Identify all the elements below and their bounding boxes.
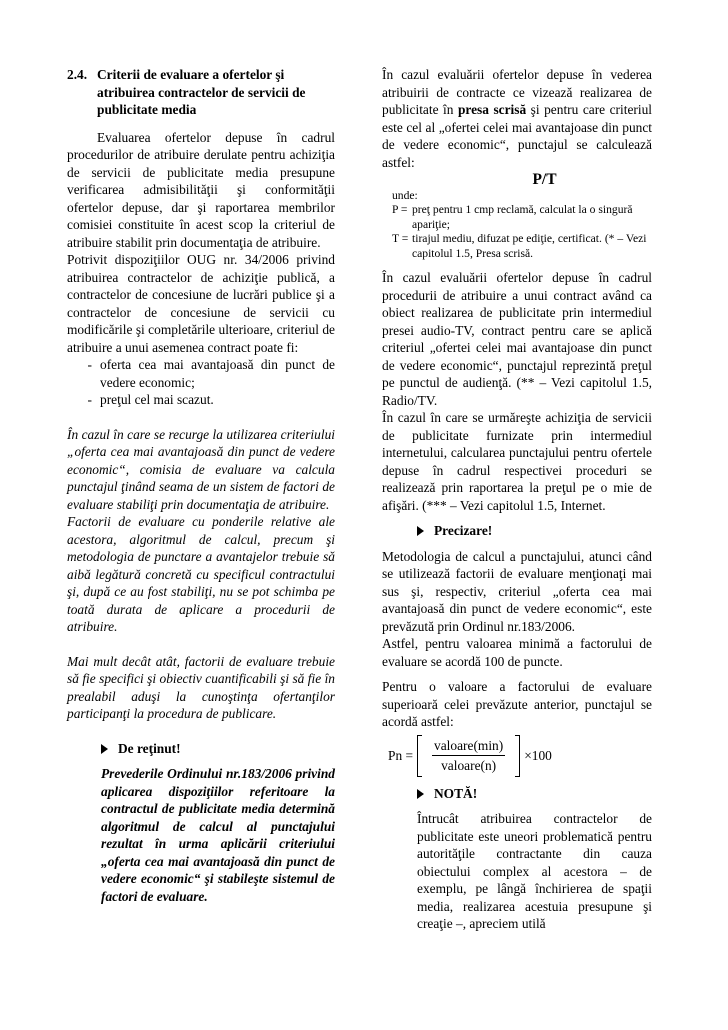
legend-key: P = [392, 203, 408, 217]
formula-lhs: Pn = [388, 748, 414, 764]
legend-p [392, 203, 652, 232]
italic-paragraph: Factorii de evaluare cu ponderile relative ale acestora, algoritmul de calcul, precum şi metodologia de punctare a avantajelor trebuie să aibă legătură concretă cu specificul contractului şi, după ce au fost stabiliţi, nu se pot schimba pe toată durata de aplicare a procedurii de atribuire. [67, 514, 335, 634]
list-item-text: oferta cea mai avantajoasă din punct de vedere economic; [100, 357, 335, 390]
text-run: şi pentru care criteriul este cel al „ofertei celei mai avantajoase din punct de vedere economic“, punctajul se calculează astfel: [382, 102, 652, 170]
left-column [67, 66, 335, 905]
section-number: 2.4. [67, 67, 88, 82]
paragraph-audio-tv: În cazul evaluării ofertelor depuse în cadrul procedurii de atribuire a unui contract având ca obiect realizarea de publicitate prin intermediul presei audio-TV, contract pentru care se aplică criteriul „ofertei celei mai avantajoase din punct de vedere economic“, punctajul reprezintă preţul pe punctul de audienţă. (** – Vezi capitolul 1.5, Radio/TV. [382, 270, 652, 408]
formula-pn [388, 735, 652, 777]
text-run: În cazul evaluării ofertelor depuse în vederea atribuirii de contracte ce vizează realizarea de publicitate în [382, 67, 652, 117]
section-title: Criterii de evaluare a ofertelor şi atribuirea contractelor de servicii de publicitate media [97, 67, 306, 117]
formula-bracket [417, 735, 520, 777]
paragraph-methodology: Metodologia de calcul a punctajului, atunci când se utilizează factorii de evaluare menţionaţi mai sus şi, respectiv, criteriul „oferta cea mai avantajoasă din punct de vedere economic“, este prevăzută prin Ordinul nr.183/2006. [382, 548, 652, 634]
italic-paragraph: În cazul în care se recurge la utilizarea criteriului „oferta cea mai avantajoasă din punct de vedere economic“, comisia de evaluare va calcula punctajul ţinând seama de un sistem de factori de evaluare stabiliţi prin documentaţia de atribuire. [67, 426, 335, 512]
nota-heading-text: NOTĂ! [434, 785, 478, 801]
legend-value: preţ pentru 1 cmp reclamă, calculat la o singură apariţie; [412, 203, 633, 231]
paragraph-superior-value: Pentru o valoare a factorului de evaluare superioară celei prevăzute anterior, punctajul se acordă astfel: [382, 679, 652, 730]
formula-numerator: valoare(min) [432, 737, 505, 757]
precizare-heading-text: Precizare! [434, 523, 493, 539]
italic-paragraph: Mai mult decât atât, factorii de evaluare trebuie să fie specifici şi obiectiv cuantificabili şi să fie în prealabil aduşi la cunoştinţa ofertanţilor participanţi la procedura de publicare. [67, 653, 335, 721]
list-item [67, 391, 335, 409]
section-heading [67, 66, 335, 119]
precizare-heading [382, 522, 652, 540]
legend-t [392, 232, 652, 261]
emphasis-print-press: presa scrisă [457, 102, 527, 117]
arrow-bullet-icon [417, 526, 424, 536]
note-heading-text: De reţinut! [118, 740, 181, 756]
nota-heading [382, 785, 652, 803]
formula-legend [382, 189, 652, 262]
paragraph-oug: Potrivit dispoziţiilor OUG nr. 34/2006 privind atribuirea contractelor de achiziţie publică, a contractelor de concesiune de lucrări publice şi a contractelor de concesiune de servicii cu modificările şi completările ulterioare, criteriul de atribuire a unui asemenea contract poate fi: [67, 252, 335, 355]
legend-where: unde: [392, 188, 418, 202]
formula-fraction [422, 735, 515, 777]
paragraph-internet: În cazul în care se urmăreşte achiziţia de servicii de publicitate furnizate prin intermediul internetului, calcularea punctajului pentru ofertele depuse în cadrul respectivei proceduri se realizează prin raportarea la preţul pe o mie de afişări. (*** – Vezi capitolul 1.5, Internet. [382, 410, 652, 513]
paragraph-min-value: Astfel, pentru valoarea minimă a factorului de evaluare se acordă 100 de puncte. [382, 636, 652, 669]
legend-key: T = [392, 232, 409, 246]
formula-multiplier: ×100 [524, 748, 552, 764]
paragraph-evaluation: Evaluarea ofertelor depuse în cadrul procedurilor de atribuire derulate pentru achiziţia de servicii de publicitate media presupune verificarea admisibilităţii şi conformităţii ofertelor depuse, dar şi raportarea membrilor comisiei constituite în acest scop la criteriul de atribuire stabilit prin documentaţia de atribuire. [67, 129, 335, 250]
nota-body: Întrucât atribuirea contractelor de publicitate este uneori problematică pentru autorităţile contractante din cauza obiectului complex al acestora – de exemplu, pe lângă închirierea de spaţii media, realizarea acestuia presupune şi creaţie –, apreciem utilă [417, 811, 652, 932]
list-dash: - [87, 357, 92, 372]
note-heading [67, 740, 335, 758]
list-item [67, 356, 335, 391]
formula-p-over-t: P/T [532, 171, 557, 188]
arrow-bullet-icon [101, 744, 108, 754]
list-dash: - [87, 392, 92, 407]
formula-denominator: valoare(n) [441, 758, 497, 774]
arrow-bullet-icon [417, 789, 424, 799]
criteria-list [67, 356, 335, 409]
list-item-text: preţul cel mai scazut. [100, 392, 214, 407]
note-body: Prevederile Ordinului nr.183/2006 privind aplicarea dispoziţiilor referitoare la contractul de publicitate media determină algoritmul de calcul al punctajului rezultat în urma aplicării criteriului „oferta cea mai avantajoasă din punct de vedere economic“ şi stabileşte sistemul de factori de evaluare. [101, 766, 335, 904]
legend-value: tirajul mediu, difuzat pe ediţie, certificat. (* – Vezi capitolul 1.5, Presa scrisă. [412, 232, 647, 260]
right-column [382, 66, 652, 933]
paragraph-print-press [382, 66, 652, 171]
